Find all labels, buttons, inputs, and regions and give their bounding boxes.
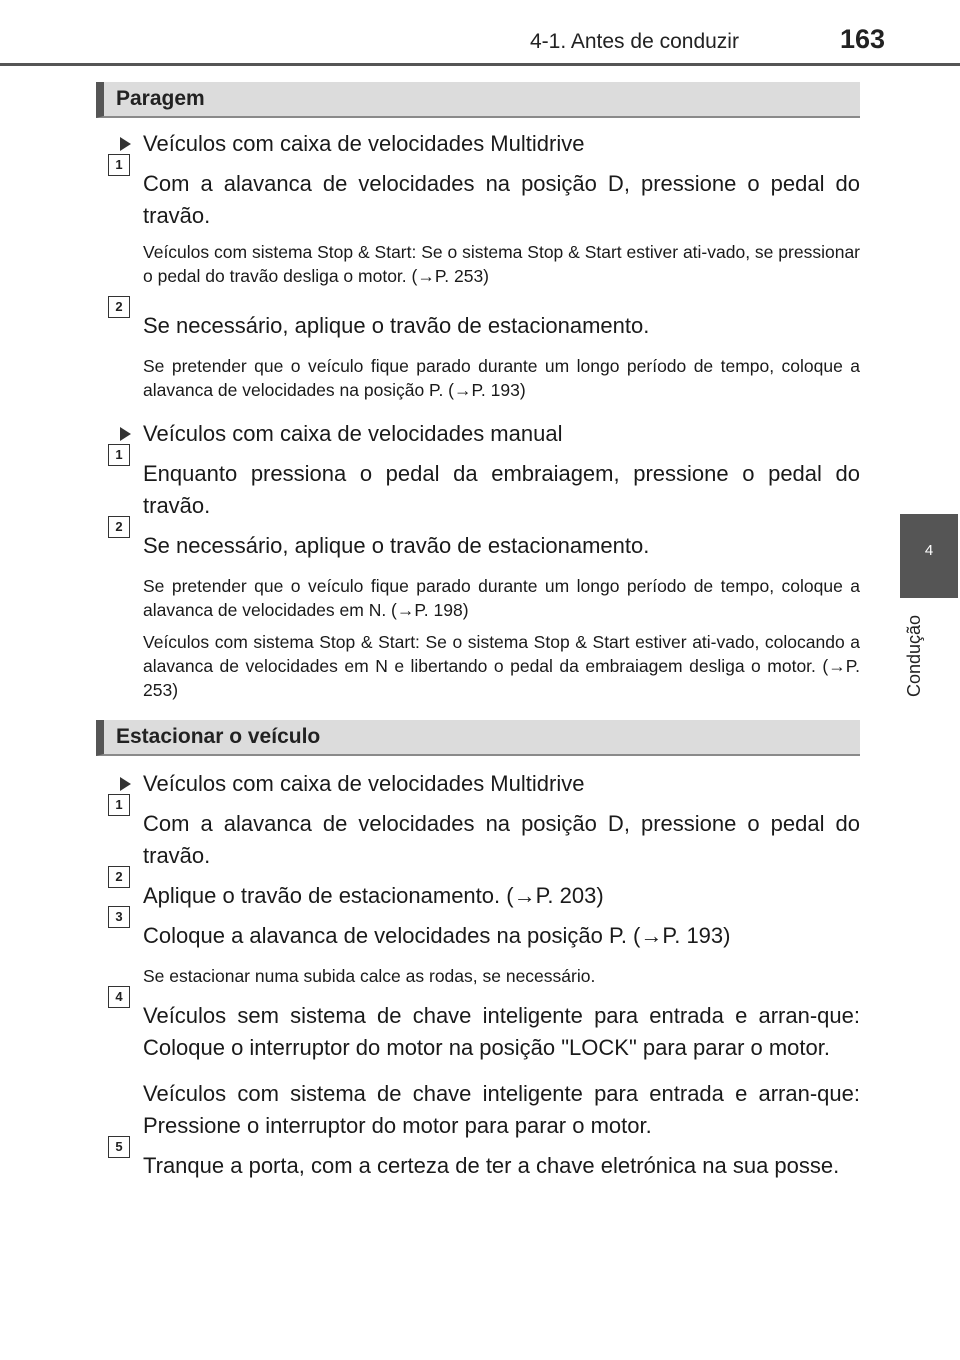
- step-text: Tranque a porta, com a certeza de ter a chave eletrónica na sua posse.: [143, 1153, 840, 1178]
- page-content: [96, 82, 860, 1182]
- step-note: Veículos com sistema Stop & Start: Se o sistema Stop & Start estiver ati-vado, colocando a alavanca de velocidades em N e libertando o pedal da embraiagem desliga o motor. (→P. 253): [143, 632, 860, 700]
- step-text: Com a alavanca de velocidades na posição D, pressione o pedal do travão.: [143, 171, 860, 228]
- step-text: Aplique o travão de estacionamento. (→P. 203): [143, 883, 604, 908]
- step-text: Com a alavanca de velocidades na posição D, pressione o pedal do travão.: [143, 811, 860, 868]
- step-item: [96, 869, 860, 912]
- step-item: [96, 157, 860, 232]
- step-number-badge: 1: [108, 794, 130, 816]
- arrow-right-icon: [120, 137, 131, 151]
- step-number-badge: 3: [108, 906, 130, 928]
- step-text: Se necessário, aplique o travão de estacionamento.: [143, 313, 650, 338]
- step-number-badge: 2: [108, 296, 130, 318]
- header-rule: [0, 63, 960, 66]
- step-item: [96, 989, 860, 1064]
- step-note: Se estacionar numa subida calce as rodas, se necessário.: [143, 966, 596, 986]
- chapter-side-tab[interactable]: [900, 514, 958, 598]
- step-text: Enquanto pressiona o pedal da embraiagem, pressione o pedal do travão.: [143, 461, 860, 518]
- step-number-badge: 1: [108, 154, 130, 176]
- chapter-side-label: Condução: [904, 614, 924, 698]
- arrow-right-icon: [120, 427, 131, 441]
- step-number-badge: 1: [108, 444, 130, 466]
- subsection-heading-text: Veículos com caixa de velocidades Multidrive: [143, 131, 585, 156]
- step-note: Se pretender que o veículo fique parado durante um longo período de tempo, coloque a alavanca de velocidades na posição P. (→P. 193): [143, 356, 860, 400]
- step-item: [96, 519, 860, 562]
- step-item: [96, 1139, 860, 1182]
- step-note: Veículos com sistema Stop & Start: Se o sistema Stop & Start estiver ati-vado, se pressionar o pedal do travão desliga o motor. (→P. 253): [143, 242, 860, 286]
- step-item: [96, 299, 860, 342]
- step-text: Veículos sem sistema de chave inteligente para entrada e arran-que: Coloque o interruptor do motor na posição "LOCK" para parar o motor.: [143, 1003, 860, 1060]
- step-number-badge: 5: [108, 1136, 130, 1158]
- page-number: 163: [840, 24, 886, 54]
- section-bar-paragem: Paragem: [96, 82, 860, 118]
- step-number-badge: 2: [108, 866, 130, 888]
- step-item: [96, 447, 860, 522]
- step-number-badge: 2: [108, 516, 130, 538]
- step-continuation: Veículos com sistema de chave inteligente para entrada e arran-que: Pressione o interruptor do motor para parar o motor.: [143, 1081, 860, 1138]
- step-text: Se necessário, aplique o travão de estacionamento.: [143, 533, 650, 558]
- step-number-badge: 4: [108, 986, 130, 1008]
- section-bar-estacionar: Estacionar o veículo: [96, 720, 860, 756]
- subsection-heading: [96, 128, 860, 160]
- subsection-heading: [96, 418, 860, 450]
- subsection-heading-text: Veículos com caixa de velocidades manual: [143, 421, 563, 446]
- subsection-heading: [96, 768, 860, 800]
- step-text: Coloque a alavanca de velocidades na posição P. (→P. 193): [143, 923, 731, 948]
- subsection-heading-text: Veículos com caixa de velocidades Multidrive: [143, 771, 585, 796]
- step-item: [96, 909, 860, 952]
- arrow-right-icon: [120, 777, 131, 791]
- step-item: [96, 797, 860, 872]
- step-note: Se pretender que o veículo fique parado durante um longo período de tempo, coloque a alavanca de velocidades em N. (→P. 198): [143, 576, 860, 620]
- chapter-tab-number: 4: [924, 542, 934, 559]
- header-chapter: 4-1. Antes de conduzir: [530, 30, 739, 53]
